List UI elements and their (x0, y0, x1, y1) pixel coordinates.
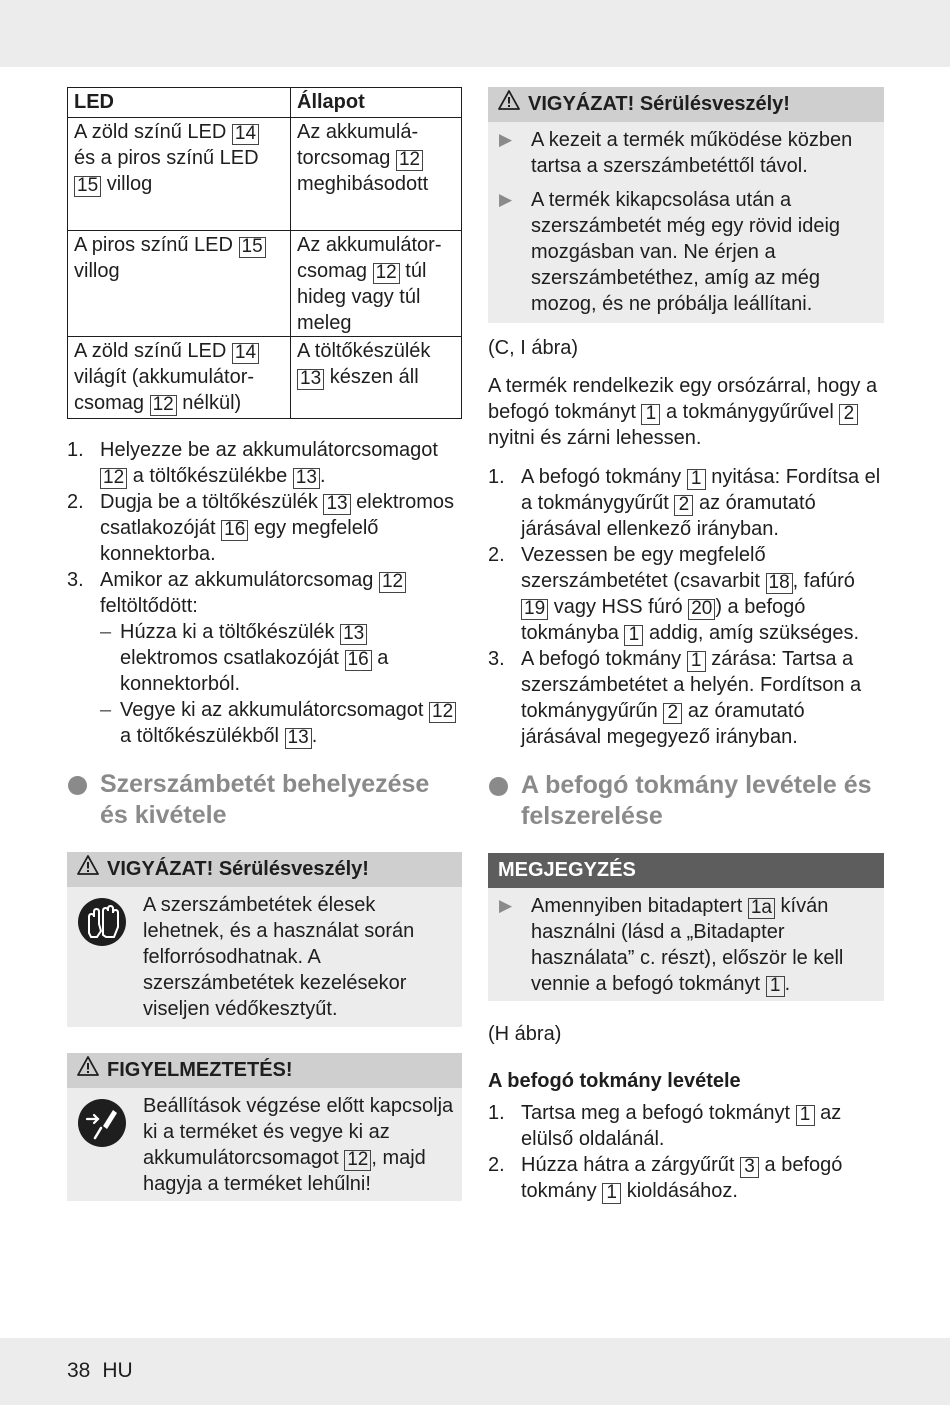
led-status-table (67, 87, 462, 419)
reference-number: 2 (674, 495, 693, 516)
reference-number: 14 (232, 343, 259, 364)
warning-text: Beállítások végzése előtt kapcsolja ki a terméket és vegye ki az akkumulátorcsomagot 12 , majd hagyja a terméket lehűlni! (143, 1095, 454, 1195)
reference-number: 19 (521, 599, 548, 620)
removal-steps-list (488, 1100, 884, 1204)
caution-heading (67, 852, 462, 887)
step-text: Tartsa meg a befogó tokmányt 1 az elülső oldalánál. (521, 1102, 842, 1150)
reference-number: 12 (344, 1150, 371, 1171)
sub-step-text: Húzza ki a töltőkészülék 13 elektromos csatlakozóját 16 a konnektorból. (120, 621, 389, 695)
step-number: 3. (488, 648, 505, 670)
right-column (488, 87, 884, 1204)
warning-box-unplug (67, 1053, 462, 1201)
reference-number: 1 (641, 404, 660, 425)
reference-number: 12 (396, 150, 423, 171)
led-cell: A piros színű LED 15 villog (68, 231, 291, 337)
reference-number: 2 (663, 703, 682, 724)
section-dot-icon (68, 776, 87, 795)
reference-number: 16 (221, 520, 248, 541)
list-item (100, 697, 462, 749)
led-cell: A zöld színű LED 14 világít (akkumulátor-csomag 12 nélkül) (68, 337, 291, 419)
reference-number: 1 (796, 1105, 815, 1126)
section-title: Szerszámbetét behelyezése és kivétele (100, 770, 430, 829)
state-cell: Az akkumulá-torcsomag 12 meghibásodott (291, 118, 462, 231)
dash-marker: – (100, 699, 112, 721)
section-heading-tool (67, 769, 460, 831)
led-cell: A zöld színű LED 14 és a piros színű LED 15 villog (68, 118, 291, 231)
dash-marker: – (100, 621, 112, 643)
step-number: 2. (67, 491, 84, 513)
arrow-bullet-icon: ▶ (499, 190, 513, 209)
reference-number: 12 (150, 395, 177, 416)
figure-reference: (C, I ábra) (488, 337, 579, 359)
reference-number: 12 (379, 572, 406, 593)
reference-number: 18 (766, 573, 793, 594)
gloves-icon (77, 897, 127, 954)
note-text: Amennyiben bitadaptert 1a kíván használni (lásd a „Bitadapter használata” c. részt), először le kell vennie a befogó tokmányt 1 . (531, 895, 844, 996)
step-number: 2. (488, 1154, 505, 1176)
list-item (488, 464, 884, 542)
caution-heading-text: VIGYÁZAT! Sérülésveszély! (107, 858, 369, 880)
note-body (488, 888, 884, 1005)
list-item (100, 619, 462, 697)
reference-number: 1 (624, 625, 643, 646)
list-item (67, 567, 462, 749)
reference-number: 13 (293, 468, 320, 489)
table-row (68, 337, 462, 419)
list-item (67, 437, 462, 489)
reference-number: 12 (429, 702, 456, 723)
table-header-state: Állapot (291, 88, 462, 118)
reference-number: 13 (285, 728, 312, 749)
bullet-text: A termék kikapcsolása után a szerszámbetét még egy rövid ideig mozgásban van. Ne érjen a szerszámbetéthez, amíg az még mozog, és ne próbálja leállítani. (531, 189, 841, 315)
reference-number: 1a (748, 898, 775, 919)
reference-number: 12 (100, 468, 127, 489)
reference-number: 20 (688, 599, 715, 620)
warning-triangle-icon (498, 87, 520, 122)
chuck-steps-list (488, 464, 884, 750)
bullet-text: A kezeit a termék működése közben tartsa a szerszámbetéttől távol. (531, 129, 853, 177)
left-column (67, 87, 462, 1201)
list-item (488, 1100, 884, 1152)
step-text: Dugja be a töltőkészülék 13 elektromos csatlakozóját 16 egy megfelelő konnektorba. (100, 491, 454, 565)
warning-heading-text: FIGYELMEZTETÉS! (107, 1059, 293, 1081)
caution-text: A szerszámbetétek élesek lehetnek, és a használat során felforrósodhatnak. A szerszámbetétek kezelésekor viseljen védőkesztyűt. (143, 894, 415, 1020)
step-number: 2. (488, 544, 505, 566)
removal-heading: A befogó tokmány levétele (488, 1070, 741, 1092)
caution-box-tool (488, 87, 884, 323)
reference-number: 1 (687, 469, 706, 490)
warning-body (67, 1088, 462, 1205)
state-cell: Az akkumulátor-csomag 12 túl hideg vagy túl meleg (291, 231, 462, 337)
list-item (498, 127, 876, 179)
note-box (488, 853, 884, 1001)
reference-number: 13 (323, 494, 350, 515)
caution-box-gloves (67, 852, 462, 1027)
step-text: Húzza hátra a zárgyűrűt 3 a befogó tokmány 1 kioldásához. (521, 1154, 843, 1203)
reference-number: 15 (74, 176, 101, 197)
caution-heading (488, 87, 884, 122)
top-band (0, 0, 950, 67)
intro-paragraph: A termék rendelkezik egy orsózárral, hogy a befogó tokmányt 1 a tokmánygyűrűvel 2 nyitni és zárni lehessen. (488, 375, 878, 449)
caution-body (67, 887, 462, 1030)
list-item (67, 489, 462, 567)
note-heading: MEGJEGYZÉS (488, 853, 884, 888)
step-number: 1. (488, 466, 505, 488)
reference-number: 3 (740, 1157, 759, 1178)
reference-number: 1 (766, 976, 785, 997)
table-row (68, 231, 462, 337)
step-text: A befogó tokmány 1 zárása: Tartsa a szerszámbetétet a helyén. Fordítson a tokmánygyűrűn 2 az óramutató járásával megegyező irányban. (521, 648, 862, 748)
arrow-bullet-icon: ▶ (499, 130, 513, 149)
caution-body (488, 122, 884, 325)
state-cell: A töltőkészülék 13 készen áll (291, 337, 462, 419)
figure-reference: (H ábra) (488, 1023, 562, 1045)
page-footer (67, 1358, 133, 1384)
sub-step-text: Vegye ki az akkumulátorcsomagot 12 a töltőkészülékből 13 . (120, 699, 456, 747)
list-item (498, 893, 876, 997)
warning-triangle-icon (77, 852, 99, 887)
page-number: 38 (67, 1359, 91, 1382)
sub-steps-list (100, 619, 462, 749)
step-number: 1. (67, 439, 84, 461)
step-text: Vezessen be egy megfelelő szerszámbetétet (csavarbit 18 , fafúró 19 vagy HSS fúró 20 ) a befogó tokmányba 1 addig, amíg szükséges. (521, 544, 860, 645)
reference-number: 13 (340, 624, 367, 645)
list-item (498, 187, 876, 317)
bottom-band (0, 1338, 950, 1405)
section-dot-icon (489, 777, 508, 796)
charging-steps-list (67, 437, 462, 749)
list-item (488, 542, 884, 646)
step-text: Helyezze be az akkumulátorcsomagot 12 a töltőkészülékbe 13 . (100, 439, 438, 488)
reference-number: 14 (232, 124, 259, 145)
step-text: A befogó tokmány 1 nyitása: Fordítsa el a tokmánygyűrűt 2 az óramutató járásával ellenkező irányban. (521, 466, 881, 540)
warning-triangle-icon (77, 1053, 99, 1088)
section-title: A befogó tokmány levétele és felszerelése (521, 771, 872, 830)
caution-heading-text: VIGYÁZAT! Sérülésveszély! (528, 93, 790, 115)
reference-number: 15 (239, 237, 266, 258)
step-number: 3. (67, 569, 84, 591)
reference-number: 12 (373, 263, 400, 284)
language-code: HU (102, 1359, 133, 1382)
step-number: 1. (488, 1102, 505, 1124)
list-item (488, 646, 884, 750)
section-heading-chuck (488, 770, 891, 832)
list-item (488, 1152, 884, 1204)
reference-number: 2 (839, 404, 858, 425)
unplug-icon (77, 1098, 127, 1155)
reference-number: 16 (345, 650, 372, 671)
reference-number: 1 (687, 651, 706, 672)
step-text: Amikor az akkumulátorcsomag 12 feltöltődött: (100, 569, 406, 617)
reference-number: 1 (602, 1183, 621, 1204)
table-row (68, 118, 462, 231)
warning-heading (67, 1053, 462, 1088)
table-header-led: LED (68, 88, 291, 118)
arrow-bullet-icon: ▶ (499, 896, 513, 915)
reference-number: 13 (297, 369, 324, 390)
